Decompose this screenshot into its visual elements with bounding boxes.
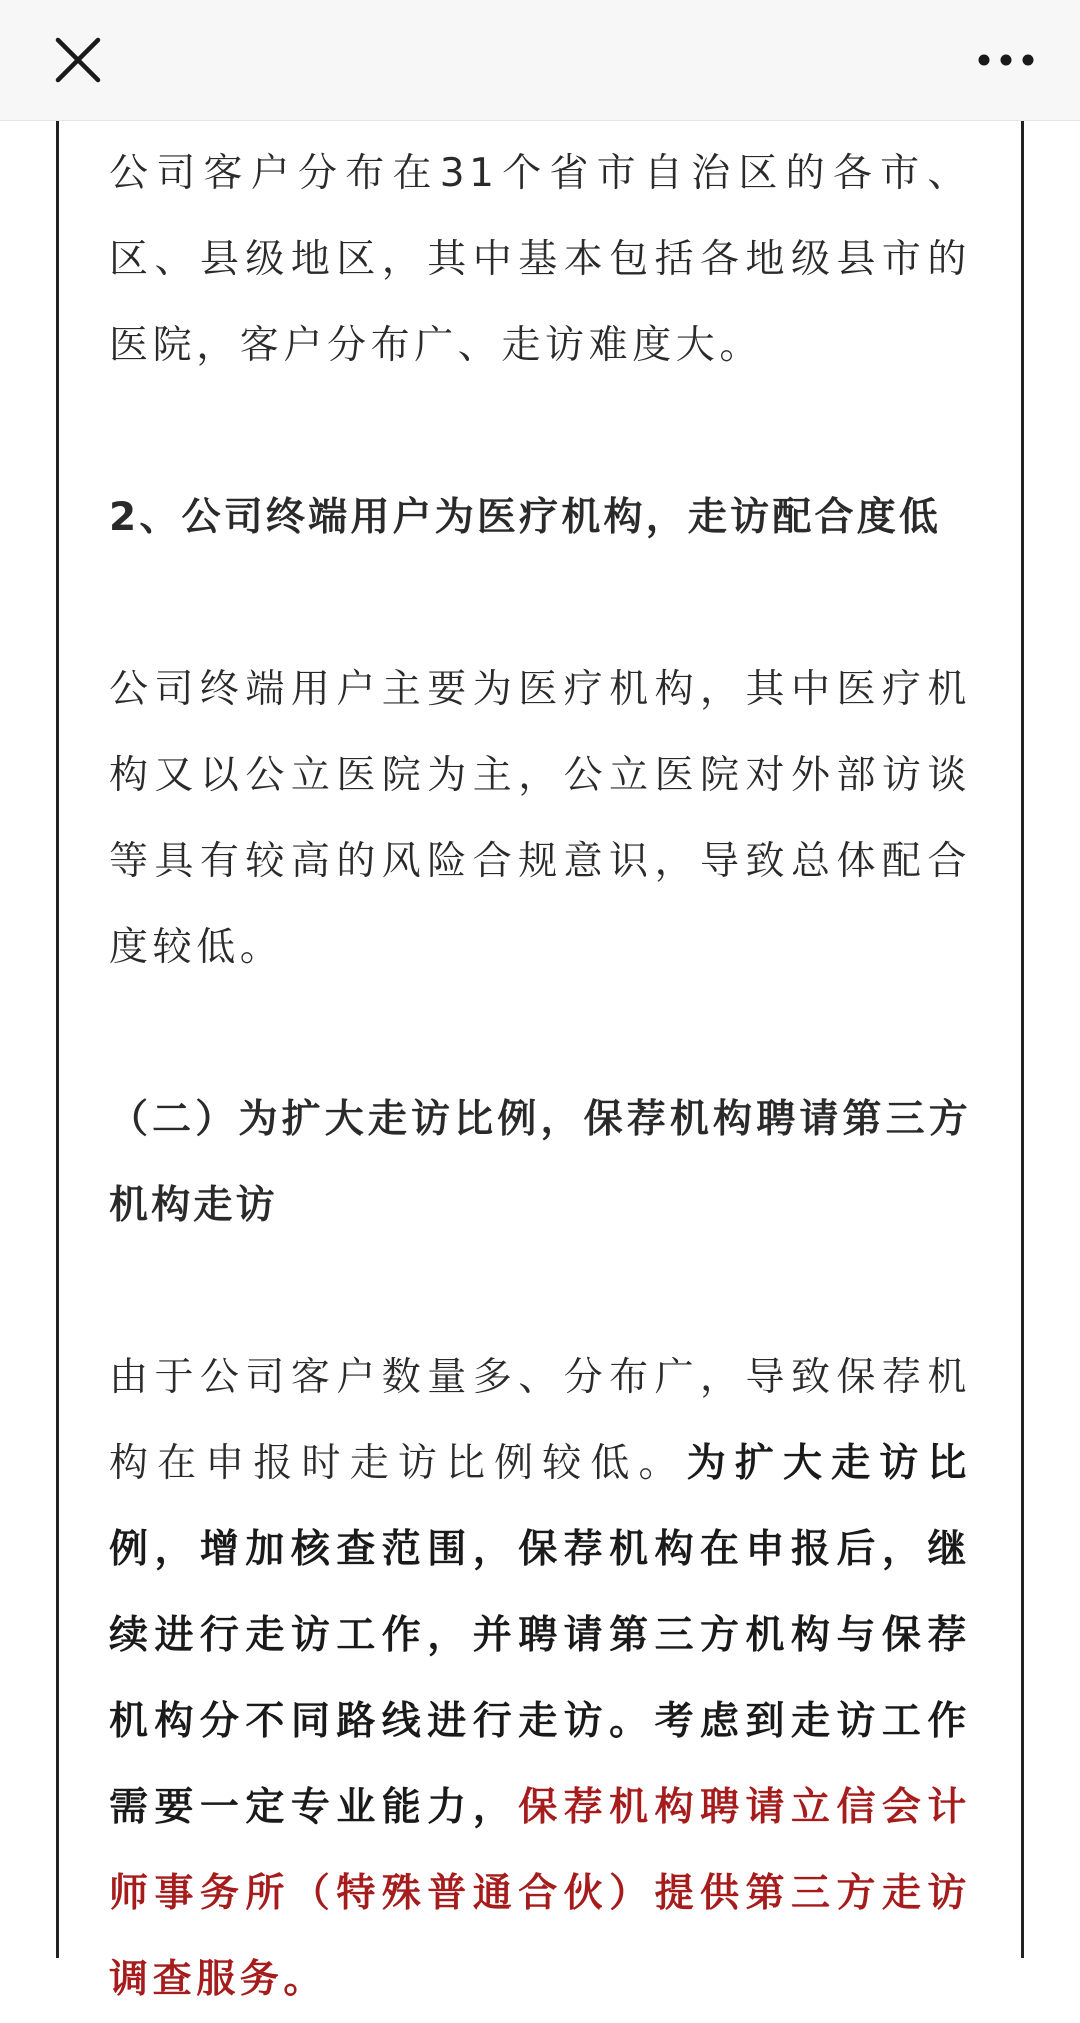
section-heading-third-party-visits: （二）为扩大走访比例，保荐机构聘请第三方机构走访 <box>109 1097 971 1228</box>
more-options-button[interactable] <box>974 38 1038 82</box>
close-button[interactable] <box>50 32 106 88</box>
section-heading-terminal-users: 2、公司终端用户为医疗机构，走访配合度低 <box>109 495 942 540</box>
paragraph-visit-expansion-bold: 为扩大走访比例，增加核查范围，保荐机构在申报后，继续进行走访工作，并聘请第三方机构与保荐机构分不同路线进行走访。考虑到走访工作需要一定专业能力， <box>109 1441 971 1830</box>
paragraph-visit-expansion <box>109 1335 971 2023</box>
more-dots-icon <box>974 38 1038 82</box>
paragraph-visit-expansion-normal: 由于公司客户数量多、分布广，导致保荐机构在申报时走访比例较低。 <box>109 1355 971 1486</box>
paragraph-customer-distribution: 公司客户分布在31个省市自治区的各市、区、县级地区，其中基本包括各地级县市的医院，客户分布广、走访难度大。 <box>109 151 971 368</box>
article-body <box>109 131 971 2023</box>
close-icon <box>50 32 106 88</box>
paragraph-medical-institutions: 公司终端用户主要为医疗机构，其中医疗机构又以公立医院为主，公立医院对外部访谈等具有较高的风险合规意识，导致总体配合度较低。 <box>109 667 971 970</box>
top-toolbar <box>0 0 1080 121</box>
paragraph-visit-expansion-highlight: 保荐机构聘请立信会计师事务所（特殊普通合伙）提供第三方走访调查服务。 <box>109 1785 971 2002</box>
